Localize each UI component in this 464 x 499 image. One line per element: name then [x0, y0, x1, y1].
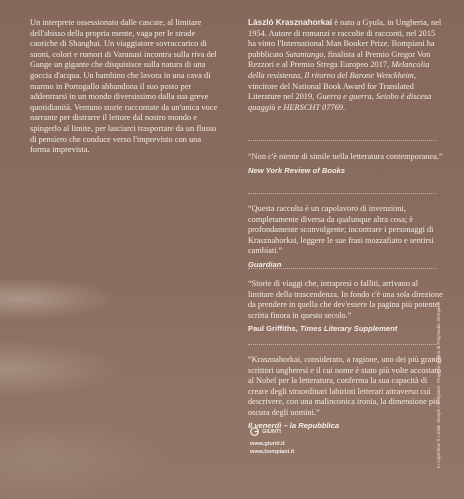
quote-source-title: Il venerdì: [248, 421, 282, 430]
bio-text: , finalista al Premio Gregor Von Rezzori e al Premio Strega Europeo 2017,: [248, 49, 431, 70]
quote-text: “Questa raccolta è un capolavoro di invenzioni, completamente diversa da qualunque altra cosa; è profondamente sconvolgente; incontrare i personaggi di Krasznahorkai, leggere le sue frasi mozzafiato e sentirsi cambiati.”: [248, 204, 434, 255]
book-title: Melancolia della resistenza: [248, 60, 430, 80]
quote-text: “Storie di viaggi che, intrapresi o falliti, arrivano al limitare della trascendenza. In fondo c'è una sola direzione da prendere in quella che dev'essere la pagina più potente scritta finora in questo secolo.”: [248, 279, 443, 320]
divider: [248, 193, 436, 194]
author-name: László Krasznahorkai: [248, 18, 333, 27]
quote-source-title: New York Review of Books: [248, 165, 346, 175]
book-title: HERSCHT 07769: [283, 102, 343, 112]
bio-text: è nato a Gyula, in Ungheria, nel 1954. Autore di romanzi e raccolte di racconti, nel 2015 ha vinto l'International Man Booker Prize. Bompiani ha pubblicato: [248, 18, 442, 59]
review-quote: [248, 279, 444, 335]
divider: [248, 140, 436, 141]
sand-texture-background: [0, 259, 200, 499]
bio-text: ,: [300, 70, 305, 80]
quote-text: “Krasznahorkai, considerato, a ragione, uno dei più grandi scrittori ungheresi e il cui nome è stato più volte accostato al Nobel per la letteratura, conferma la sua capacità di creare degli straordinari labirinti letterari attraverso cui descrivere, con una malinconica ironia, la dimensione più oscura degli uomini.”: [248, 355, 442, 417]
quote-text: “Non c'è niente di simile nella letteratura contemporanea.”: [248, 152, 443, 161]
publisher-logo-text: GIUNTI: [262, 428, 281, 435]
divider: [248, 344, 436, 345]
quote-source-title: Guardian: [248, 259, 282, 269]
bio-text: .: [343, 102, 346, 112]
bio-text: , vincitore del National Book Award for Translated Literature nel 2019,: [248, 70, 416, 102]
quote-source: [248, 166, 444, 177]
blurb-column: [30, 18, 220, 158]
book-title: Seiobo è discesa quaggiù: [248, 92, 432, 112]
publisher-websites: [250, 440, 294, 456]
book-title: Guerra e guerra: [316, 92, 372, 102]
blurb-text: Un interprete ossessionato dalle cascate, al limitare dell'abisso della propria mente, vaga per le strade caotiche di Shanghai. Un viaggiatore sovraccarico di suoni, colori e rumori di Varanasi incontra sulla riva del Gange un gigante che disquisisce sulla natura di una goccia d'acqua. Un bambino che lavora in una cava di marmo in Portogallo abbandona il suo posto per addentrarsi in un mondo diversissimo dalla sua greve quotidianità. Ventuno storie raccontate da un'unica voce narrante per distrarre il lettore dal nostro mondo e spingerlo al limite, per lasciarci trasportare da un flusso di pensiero che conduce verso l'imprevisto con una forma imprevista.: [30, 18, 218, 155]
quote-source-title: Times Literary Supplement: [299, 324, 398, 333]
quote-source-author: Paul Griffiths,: [248, 324, 300, 333]
quote-source: [248, 324, 444, 335]
publisher-logo: [250, 427, 281, 436]
review-quote: [248, 152, 444, 176]
credits-text: In copertina: © Leslie Joseph / Unsplash. Progetto grafico di Polystudio. Bompiani: [436, 301, 441, 468]
bio-text: e: [275, 102, 284, 112]
author-bio: [248, 18, 444, 113]
bio-text: ,: [371, 92, 376, 102]
review-quote: [248, 204, 444, 270]
bio-paragraph: [248, 18, 444, 113]
review-quote: [248, 355, 444, 432]
giunti-logo-icon: [250, 427, 259, 436]
quote-source-rest: – la Repubblica: [281, 421, 340, 430]
book-title: Satantango: [285, 49, 324, 59]
cover-credits: [436, 301, 446, 468]
website-link[interactable]: www.bompiani.it: [250, 449, 295, 455]
website-link[interactable]: www.giunti.it: [250, 441, 285, 447]
divider: [248, 268, 436, 269]
book-title: Il ritorno del Barone Wenckheim: [304, 70, 414, 80]
